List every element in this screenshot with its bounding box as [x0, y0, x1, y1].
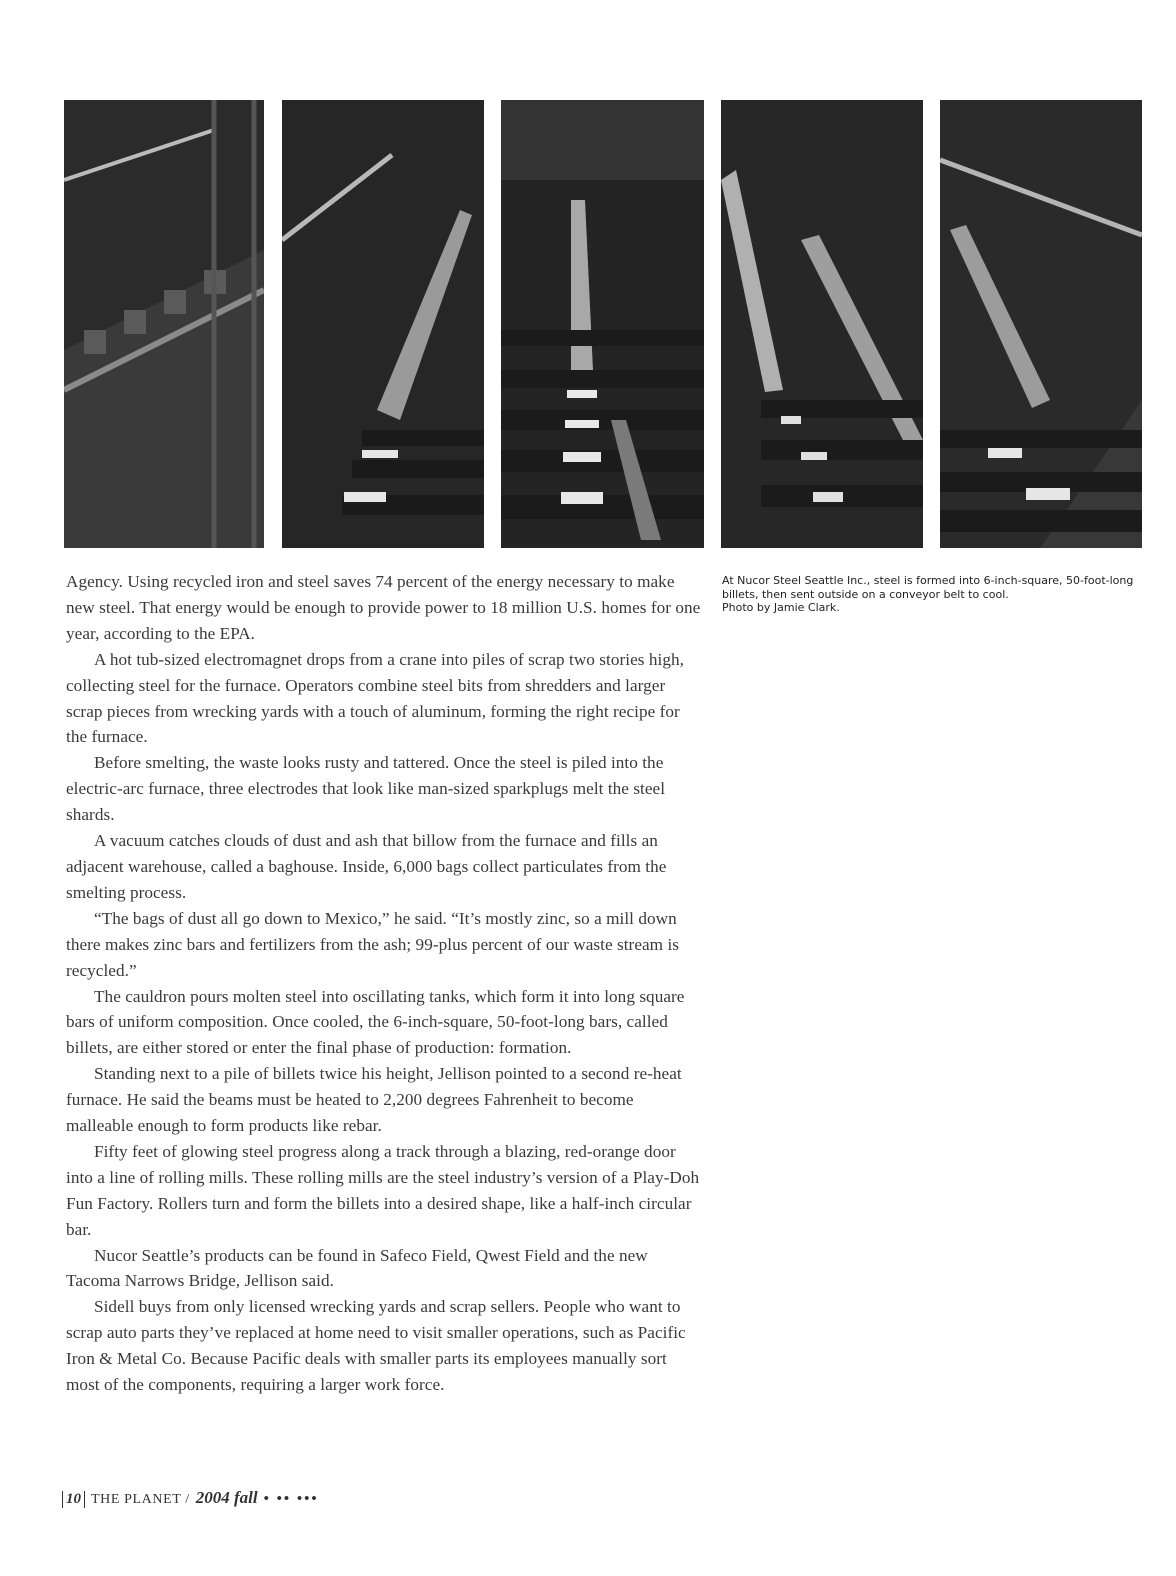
article-paragraph: A hot tub-sized electromagnet drops from a crane into piles of scrap two stories high, collecting steel for the furnace. Operators combine steel bits from shredders and larger scrap pieces from wrecking yards with a touch of aluminum, forming the right recipe for the furnace. — [66, 649, 684, 747]
conveyor-photo-strip — [64, 100, 1142, 550]
photo-panel-5 — [940, 100, 1142, 548]
article-paragraph: Nucor Seattle’s products can be found in Safeco Field, Qwest Field and the new Tacoma Narrows Bridge, Jellison said. — [66, 1245, 648, 1291]
article-paragraph: Agency. Using recycled iron and steel saves 74 percent of the energy necessary to make new steel. That energy would be enough to provide power to 18 million U.S. homes for one year, according to the EPA. — [66, 572, 701, 643]
photo-credit: Photo by Jamie Clark. — [722, 601, 840, 614]
photo-panel-3 — [501, 100, 704, 548]
issue-label: 2004 fall — [195, 1488, 258, 1507]
magazine-name: THE PLANET / — [91, 1492, 190, 1507]
page-number: 10 — [62, 1491, 85, 1508]
photo-panel-1 — [64, 100, 264, 548]
caption-text: At Nucor Steel Seattle Inc., steel is formed into 6-inch-square, 50-foot-long billets, then sent outside on a conveyor belt to cool. — [722, 574, 1134, 601]
article-paragraph: A vacuum catches clouds of dust and ash that billow from the furnace and fills an adjacent warehouse, called a baghouse. Inside, 6,000 bags collect particulates from the smelting process. — [66, 831, 667, 902]
article-paragraph: “The bags of dust all go down to Mexico,” he said. “It’s mostly zinc, so a mill down there makes zinc bars and fertilizers from the ash; 99-plus percent of our waste stream is recycled.” — [66, 908, 680, 980]
photo-panel-4 — [721, 100, 923, 548]
article-paragraph: Standing next to a pile of billets twice his height, Jellison pointed to a second re-heat furnace. He said the beams must be heated to 2,200 degrees Fahrenheit to become malleable enough to form products like rebar. — [66, 1064, 682, 1136]
article-body — [66, 569, 702, 1398]
article-paragraph: The cauldron pours molten steel into oscillating tanks, which form it into long square bars of uniform composition. Once cooled, the 6-inch-square, 50-foot-long bars, called billets, are either stored or enter the final phase of production: formation. — [66, 986, 685, 1058]
photo-caption — [722, 574, 1152, 615]
article-paragraph: Before smelting, the waste looks rusty and tattered. Once the steel is piled into the electric-arc furnace, three electrodes that look like man-sized sparkplugs melt the steel shards. — [66, 753, 666, 825]
footer-ornament: • •• ••• — [263, 1491, 319, 1507]
article-paragraph: Sidell buys from only licensed wrecking yards and scrap sellers. People who want to scrap auto parts they’ve replaced at home need to visit smaller operations, such as Pacific Iron & Metal Co. Because Pacific deals with smaller parts its employees manually sort most of the components, requiring a larger work force. — [66, 1297, 686, 1395]
page-footer — [62, 1488, 319, 1508]
photo-panel-2 — [282, 100, 484, 548]
article-paragraph: Fifty feet of glowing steel progress along a track through a blazing, red-orange door into a line of rolling mills. These rolling mills are the steel industry’s version of a Play-Doh Fun Factory. Rollers turn and form the billets into a desired shape, like a half-inch circular bar. — [66, 1141, 700, 1239]
